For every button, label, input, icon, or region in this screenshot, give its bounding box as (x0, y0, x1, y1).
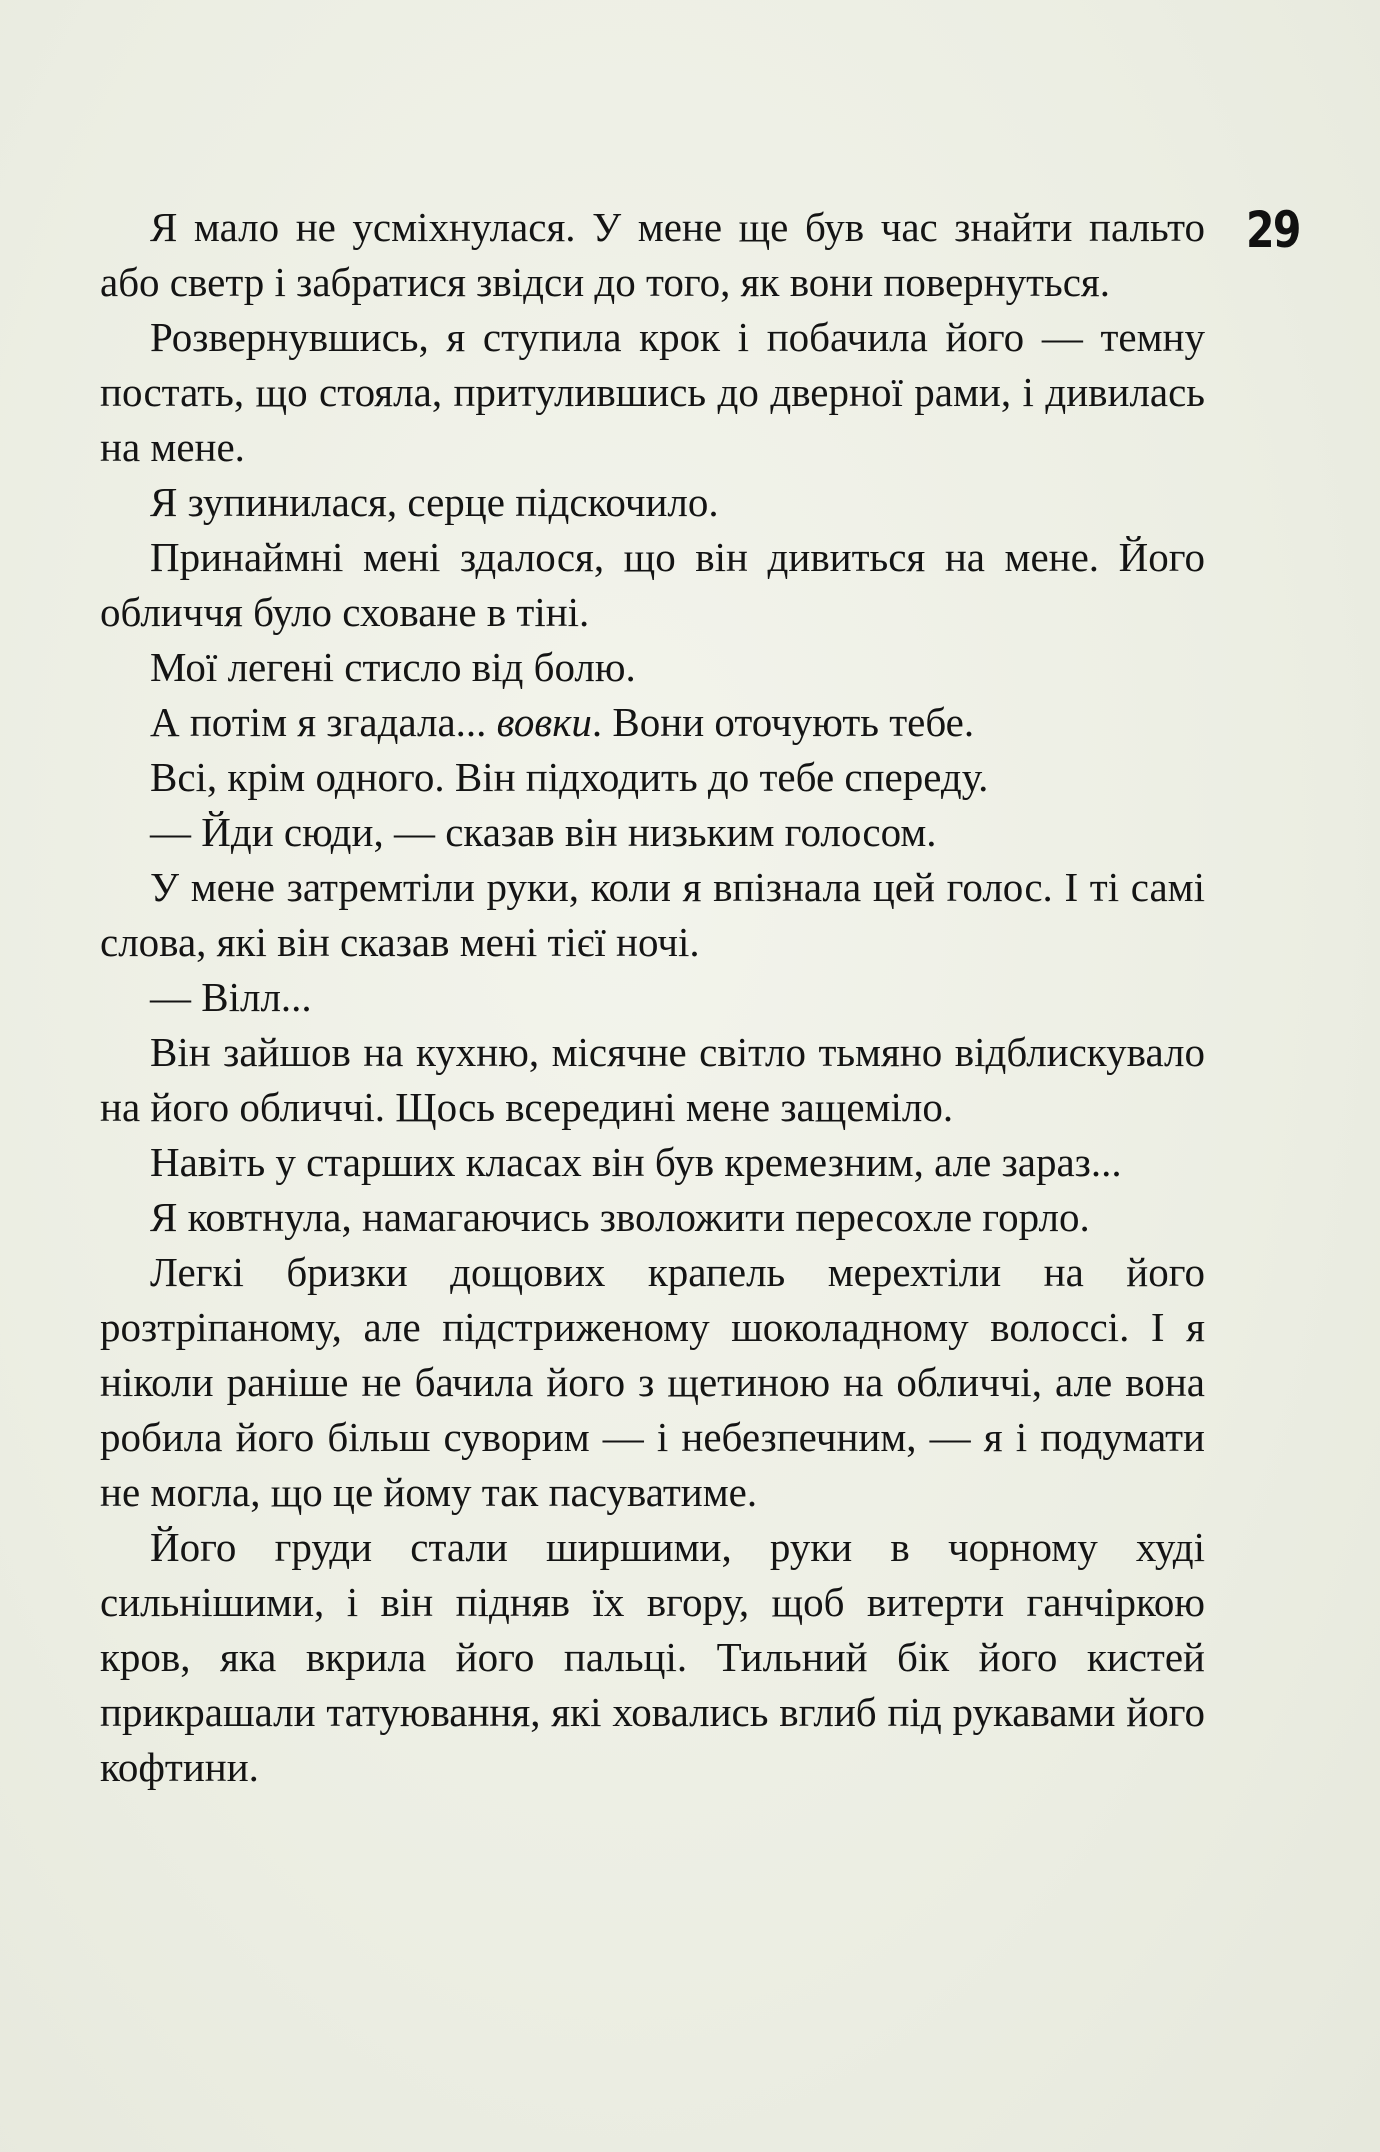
paragraph: Всі, крім одного. Він підходить до тебе спереду. (150, 754, 989, 800)
paragraph: Його груди стали ширшими, руки в чорному худі сильнішими, і він підняв їх вгору, щоб витерти ганчіркою кров, яка вкрила його пальці. Тильний бік його кистей прикрашали татуювання, які ховались вглиб під рукавами його кофтини. (100, 1524, 1205, 1790)
paragraph: Розвернувшись, я ступила крок і побачила його — темну постать, що стояла, притулившись до дверної рами, і дивилась на мене. (100, 314, 1205, 470)
paragraph: У мене затремтіли руки, коли я впізнала цей голос. І ті самі слова, які він сказав мені тієї ночі. (100, 864, 1205, 965)
paragraph-text: . Вони оточують тебе. (591, 699, 975, 745)
paragraph: — Вілл... (150, 974, 312, 1020)
paragraph: Я мало не усміхнулася. У мене ще був час знайти пальто або светр і забратися звідси до того, як вони повернуться. (100, 204, 1205, 305)
paragraph: Навіть у старших класах він був кремезним, але зараз... (150, 1139, 1122, 1185)
paragraph-text: А потім я згадала... (150, 699, 497, 745)
paragraph: Я зупинилася, серце підскочило. (150, 479, 719, 525)
paragraph (100, 695, 1205, 750)
body-text (100, 200, 1205, 1795)
paragraph: — Йди сюди, — сказав він низьким голосом. (150, 809, 937, 855)
paragraph: Він зайшов на кухню, місячне світло тьмяно відблискувало на його обличчі. Щось всередині мене защеміло. (100, 1029, 1205, 1130)
paragraph: Я ковтнула, намагаючись зволожити пересохле горло. (150, 1194, 1090, 1240)
paragraph: Мої легені стисло від болю. (150, 644, 636, 690)
paragraph: Легкі бризки дощових крапель мерехтіли на його розтріпаному, але підстриженому шоколадному волоссі. І я ніколи раніше не бачила його з щетиною на обличчі, але вона робила його більш суворим — і небезпечним, — я і подумати не могла, що це йому так пасуватиме. (100, 1249, 1205, 1515)
paragraph: Принаймні мені здалося, що він дивиться на мене. Його обличчя було сховане в тіні. (100, 534, 1205, 635)
emphasis-text: вовки (496, 699, 592, 745)
page-number: 29 (1246, 201, 1300, 259)
